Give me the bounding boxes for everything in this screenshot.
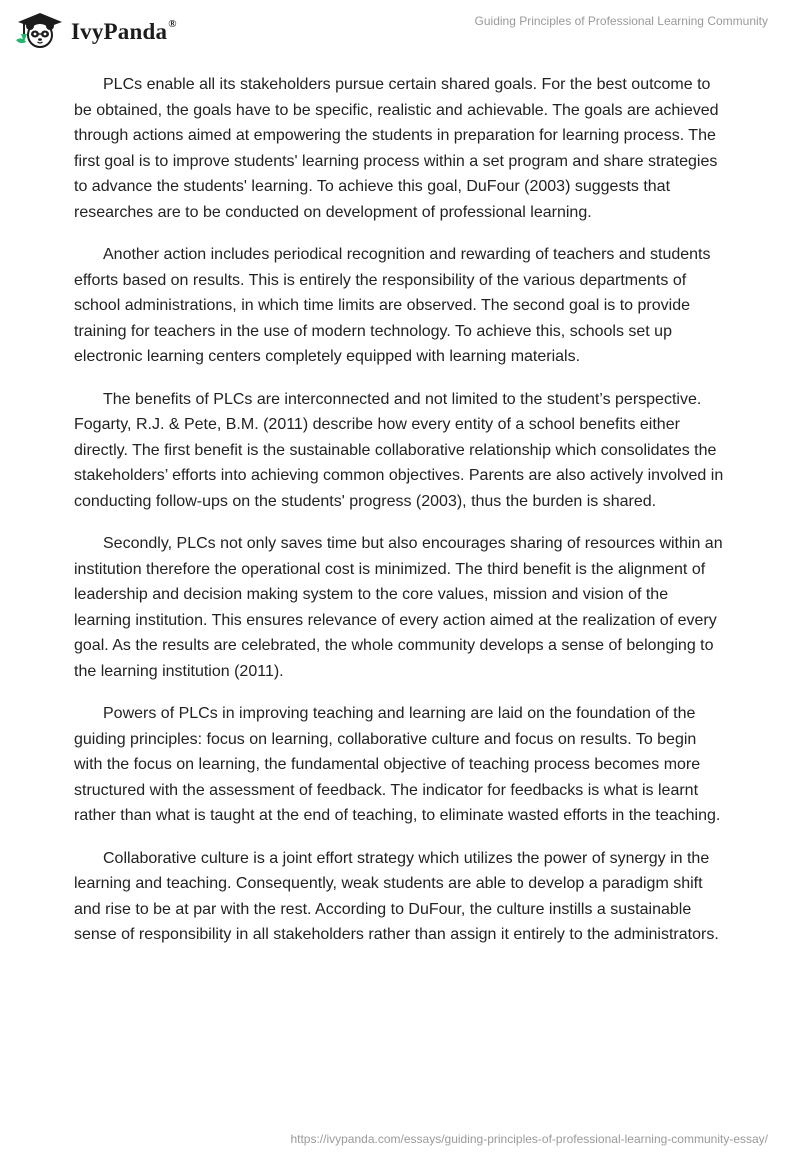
paragraph: Secondly, PLCs not only saves time but also encourages sharing of resources within an institution therefore the operational cost is minimized. The third benefit is the alignment of leadership and decision making system to the core values, mission and vision of the learning institution. This ensures relevance of every action aimed at the realization of every goal. As the results are celebrated, the whole community develops a sense of belonging to the learning institution (2011). xyxy=(74,535,723,680)
document-title: Guiding Principles of Professional Learning Community xyxy=(474,14,768,28)
source-url[interactable]: https://ivypanda.com/essays/guiding-principles-of-professional-learning-community-essay/ xyxy=(290,1132,768,1146)
paragraph: Another action includes periodical recognition and rewarding of teachers and students efforts based on results. This is entirely the responsibility of the various departments of school administrations, in which time limits are observed. The second goal is to provide training for teachers in the use of modern technology. To achieve this, schools set up electronic learning centers completely equipped with learning materials. xyxy=(74,246,711,365)
paragraph: PLCs enable all its stakeholders pursue certain shared goals. For the best outcome to be obtained, the goals have to be specific, realistic and achievable. The goals are achieved through actions aimed at empowering the students in preparation for learning process. The first goal is to improve students' learning process within a set program and share strategies to advance the students' learning. To achieve this goal, DuFour (2003) suggests that researches are to be conducted on development of professional learning. xyxy=(74,76,719,221)
panda-graduate-icon xyxy=(14,10,66,50)
paragraph: Powers of PLCs in improving teaching and learning are laid on the foundation of the guiding principles: focus on learning, collaborative culture and focus on results. To begin with the focus on learning, the fundamental objective of teaching process becomes more structured with the assessment of feedback. The indicator for feedbacks is what is learnt rather than what is taught at the end of teaching, to eliminate wasted efforts in the teaching. xyxy=(74,705,721,824)
paragraph: Collaborative culture is a joint effort strategy which utilizes the power of synergy in the learning and teaching. Consequently, weak students are able to develop a paradigm shift and rise to be at par with the rest. According to DuFour, the culture instills a sustainable sense of responsibility in all stakeholders rather than assign it entirely to the administrators. xyxy=(74,849,719,943)
ivypanda-logo[interactable] xyxy=(14,10,177,50)
essay-body xyxy=(74,72,726,965)
paragraph: The benefits of PLCs are interconnected and not limited to the student’s perspective. Fogarty, R.J. & Pete, B.M. (2011) describe how every entity of a school benefits either directly. The first benefit is the sustainable collaborative relationship which consolidates the stakeholders’ efforts into achieving common objectives. Parents are also actively involved in conducting follow-ups on the students' progress (2003), thus the burden is shared. xyxy=(74,390,724,510)
brand-name: IvyPanda® xyxy=(71,18,177,44)
page-header xyxy=(0,0,800,62)
